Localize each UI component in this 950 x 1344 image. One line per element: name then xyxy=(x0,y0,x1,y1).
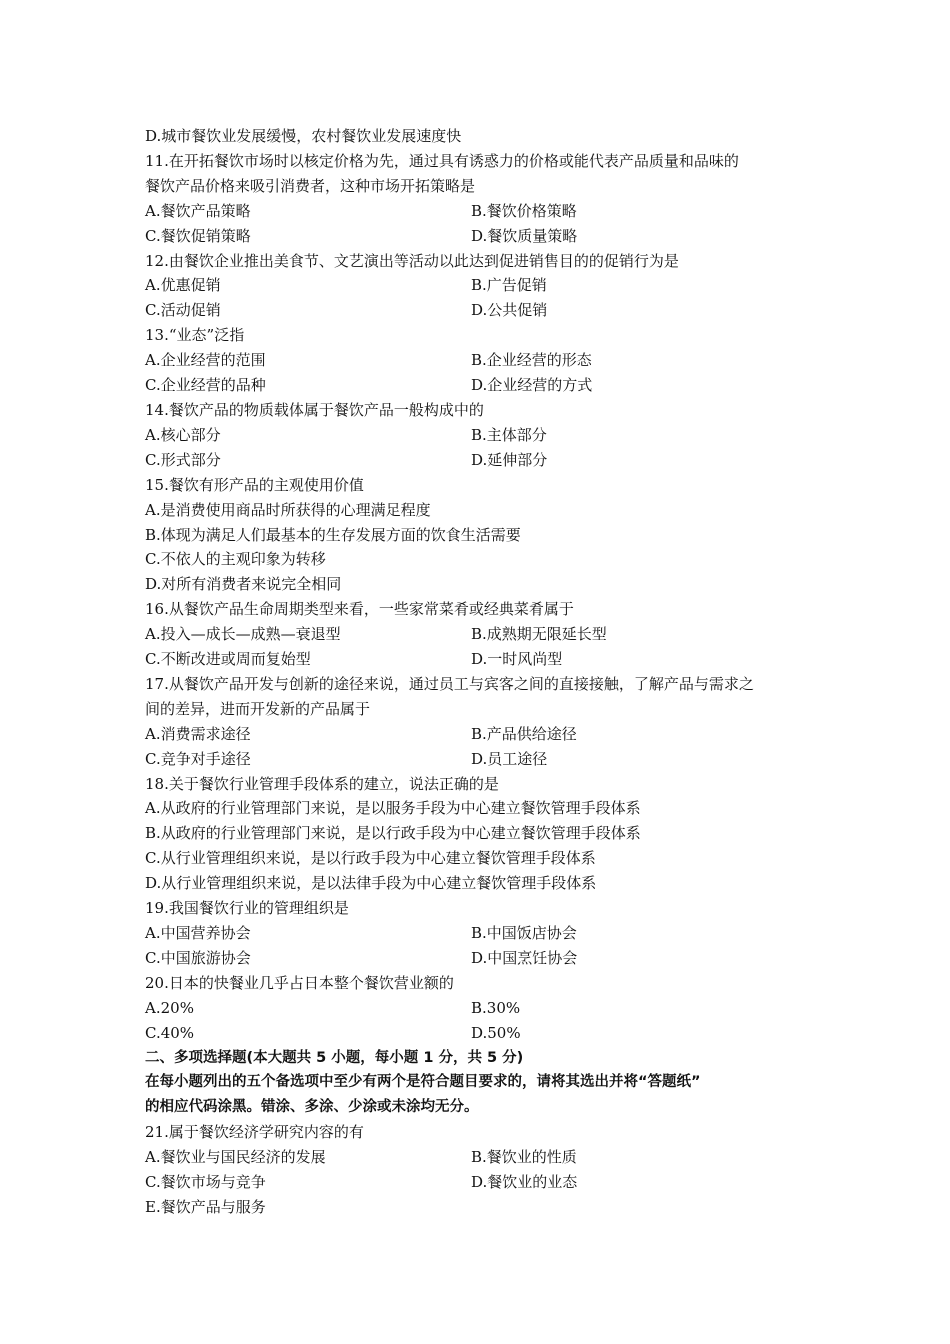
q13-options-row1 xyxy=(145,348,815,373)
q20-option-d: D.50% xyxy=(471,1023,521,1042)
q12-stem: 12.由餐饮企业推出美食节、文艺演出等活动以此达到促进销售目的的促销行为是 xyxy=(145,251,679,270)
q21-option-e: E.餐饮产品与服务 xyxy=(145,1197,266,1216)
q17-option-a: A.消费需求途径 xyxy=(145,724,251,743)
q14-stem: 14.餐饮产品的物质载体属于餐饮产品一般构成中的 xyxy=(145,400,484,419)
q21-option-a: A.餐饮业与国民经济的发展 xyxy=(145,1148,326,1167)
q12-option-c: C.活动促销 xyxy=(145,301,221,320)
q11-options-row2 xyxy=(145,224,815,249)
q17-option-b: B.产品供给途径 xyxy=(471,724,577,743)
q18-option-a: A.从政府的行业管理部门来说，是以服务手段为中心建立餐饮管理手段体系 xyxy=(145,799,641,818)
q21-stem: 21.属于餐饮经济学研究内容的有 xyxy=(145,1123,364,1142)
q17-stem-line2: 间的差异，进而开发新的产品属于 xyxy=(145,699,371,718)
q12-option-b: B.广告促销 xyxy=(471,276,547,295)
q12-options-row2 xyxy=(145,298,815,323)
q13-options-row2 xyxy=(145,373,815,398)
q10-option-d: D.城市餐饮业发展缓慢，农村餐饮业发展速度快 xyxy=(145,127,462,145)
q20-options-row2 xyxy=(145,1021,815,1046)
q11-option-b: B.餐饮价格策略 xyxy=(471,201,577,220)
q16-options-row2 xyxy=(145,647,815,672)
q12-option-a: A.优惠促销 xyxy=(145,276,221,295)
q16-option-a: A.投入—成长—成熟—衰退型 xyxy=(145,625,341,644)
q16-option-c: C.不断改进或周而复始型 xyxy=(145,650,311,669)
q13-option-c: C.企业经营的品种 xyxy=(145,376,266,395)
q19-options-row1 xyxy=(145,921,815,946)
q15-option-d: D.对所有消费者来说完全相同 xyxy=(145,575,342,594)
q12-option-d: D.公共促销 xyxy=(471,301,548,320)
q17-options-row2 xyxy=(145,747,815,772)
q16-stem: 16.从餐饮产品生命周期类型来看，一些家常菜肴或经典菜肴属于 xyxy=(145,600,574,619)
q11-option-d: D.餐饮质量策略 xyxy=(471,226,578,245)
exam-page xyxy=(145,124,815,1220)
q14-option-b: B.主体部分 xyxy=(471,425,547,444)
q13-option-d: D.企业经营的方式 xyxy=(471,376,593,395)
q19-stem: 19.我国餐饮行业的管理组织是 xyxy=(145,899,349,918)
q17-option-c: C.竞争对手途径 xyxy=(145,749,251,768)
q20-option-c: C.40% xyxy=(145,1023,195,1042)
q11-stem-line1: 11.在开拓餐饮市场时以核定价格为先，通过具有诱惑力的价格或能代表产品质量和品味的 xyxy=(145,151,739,170)
q19-options-row2 xyxy=(145,946,815,971)
q11-options-row1 xyxy=(145,199,815,224)
q21-option-b: B.餐饮业的性质 xyxy=(471,1148,577,1167)
q13-option-a: A.企业经营的范围 xyxy=(145,351,266,370)
q16-options-row1 xyxy=(145,622,815,647)
q13-stem: 13.“业态”泛指 xyxy=(145,326,245,345)
q15-option-b: B.体现为满足人们最基本的生存发展方面的饮食生活需要 xyxy=(145,525,521,544)
q11-option-c: C.餐饮促销策略 xyxy=(145,226,251,245)
q21-option-c: C.餐饮市场与竞争 xyxy=(145,1173,266,1192)
q17-options-row1 xyxy=(145,722,815,747)
q19-option-b: B.中国饭店协会 xyxy=(471,924,577,942)
q20-stem: 20.日本的快餐业几乎占日本整个餐饮营业额的 xyxy=(145,973,454,992)
q20-options-row1 xyxy=(145,996,815,1021)
section2-instructions-line1: 在每小题列出的五个备选项中至少有两个是符合题目要求的，请将其选出并将“答题纸” xyxy=(145,1074,701,1091)
q12-options-row1 xyxy=(145,273,815,298)
q14-options-row2 xyxy=(145,448,815,473)
q11-option-a: A.餐饮产品策略 xyxy=(145,201,251,220)
q18-option-b: B.从政府的行业管理部门来说，是以行政手段为中心建立餐饮管理手段体系 xyxy=(145,824,641,843)
q21-options-row1 xyxy=(145,1145,815,1170)
q14-option-c: C.形式部分 xyxy=(145,450,221,469)
q17-option-d: D.员工途径 xyxy=(471,749,548,768)
q18-option-d: D.从行业管理组织来说，是以法律手段为中心建立餐饮管理手段体系 xyxy=(145,874,597,893)
q16-option-b: B.成熟期无限延长型 xyxy=(471,625,607,644)
q15-stem: 15.餐饮有形产品的主观使用价值 xyxy=(145,475,364,494)
q16-option-d: D.一时风尚型 xyxy=(471,650,563,669)
q18-stem: 18.关于餐饮行业管理手段体系的建立，说法正确的是 xyxy=(145,774,499,793)
q20-option-b: B.30% xyxy=(471,998,521,1017)
section2-instructions-line2: 的相应代码涂黑。错涂、多涂、少涂或未涂均无分。 xyxy=(145,1099,479,1116)
q14-options-row1 xyxy=(145,423,815,448)
q21-options-row2 xyxy=(145,1170,815,1195)
q11-stem-line2: 餐饮产品价格来吸引消费者，这种市场开拓策略是 xyxy=(145,176,476,195)
q19-option-a: A.中国营养协会 xyxy=(145,924,251,942)
q15-option-a: A.是消费使用商品时所获得的心理满足程度 xyxy=(145,500,431,519)
q13-option-b: B.企业经营的形态 xyxy=(471,351,592,370)
q14-option-a: A.核心部分 xyxy=(145,425,221,444)
q19-option-d: D.中国烹饪协会 xyxy=(471,948,578,967)
q21-option-d: D.餐饮业的业态 xyxy=(471,1173,578,1192)
q14-option-d: D.延伸部分 xyxy=(471,450,548,469)
q18-option-c: C.从行业管理组织来说，是以行政手段为中心建立餐饮管理手段体系 xyxy=(145,849,596,868)
q19-option-c: C.中国旅游协会 xyxy=(145,948,251,967)
q15-option-c: C.不依人的主观印象为转移 xyxy=(145,550,326,569)
section2-title: 二、多项选择题(本大题共 5 小题，每小题 1 分，共 5 分) xyxy=(145,1049,524,1066)
q17-stem-line1: 17.从餐饮产品开发与创新的途径来说，通过员工与宾客之间的直接接触，了解产品与需求之 xyxy=(145,674,754,693)
q20-option-a: A.20% xyxy=(145,998,194,1017)
